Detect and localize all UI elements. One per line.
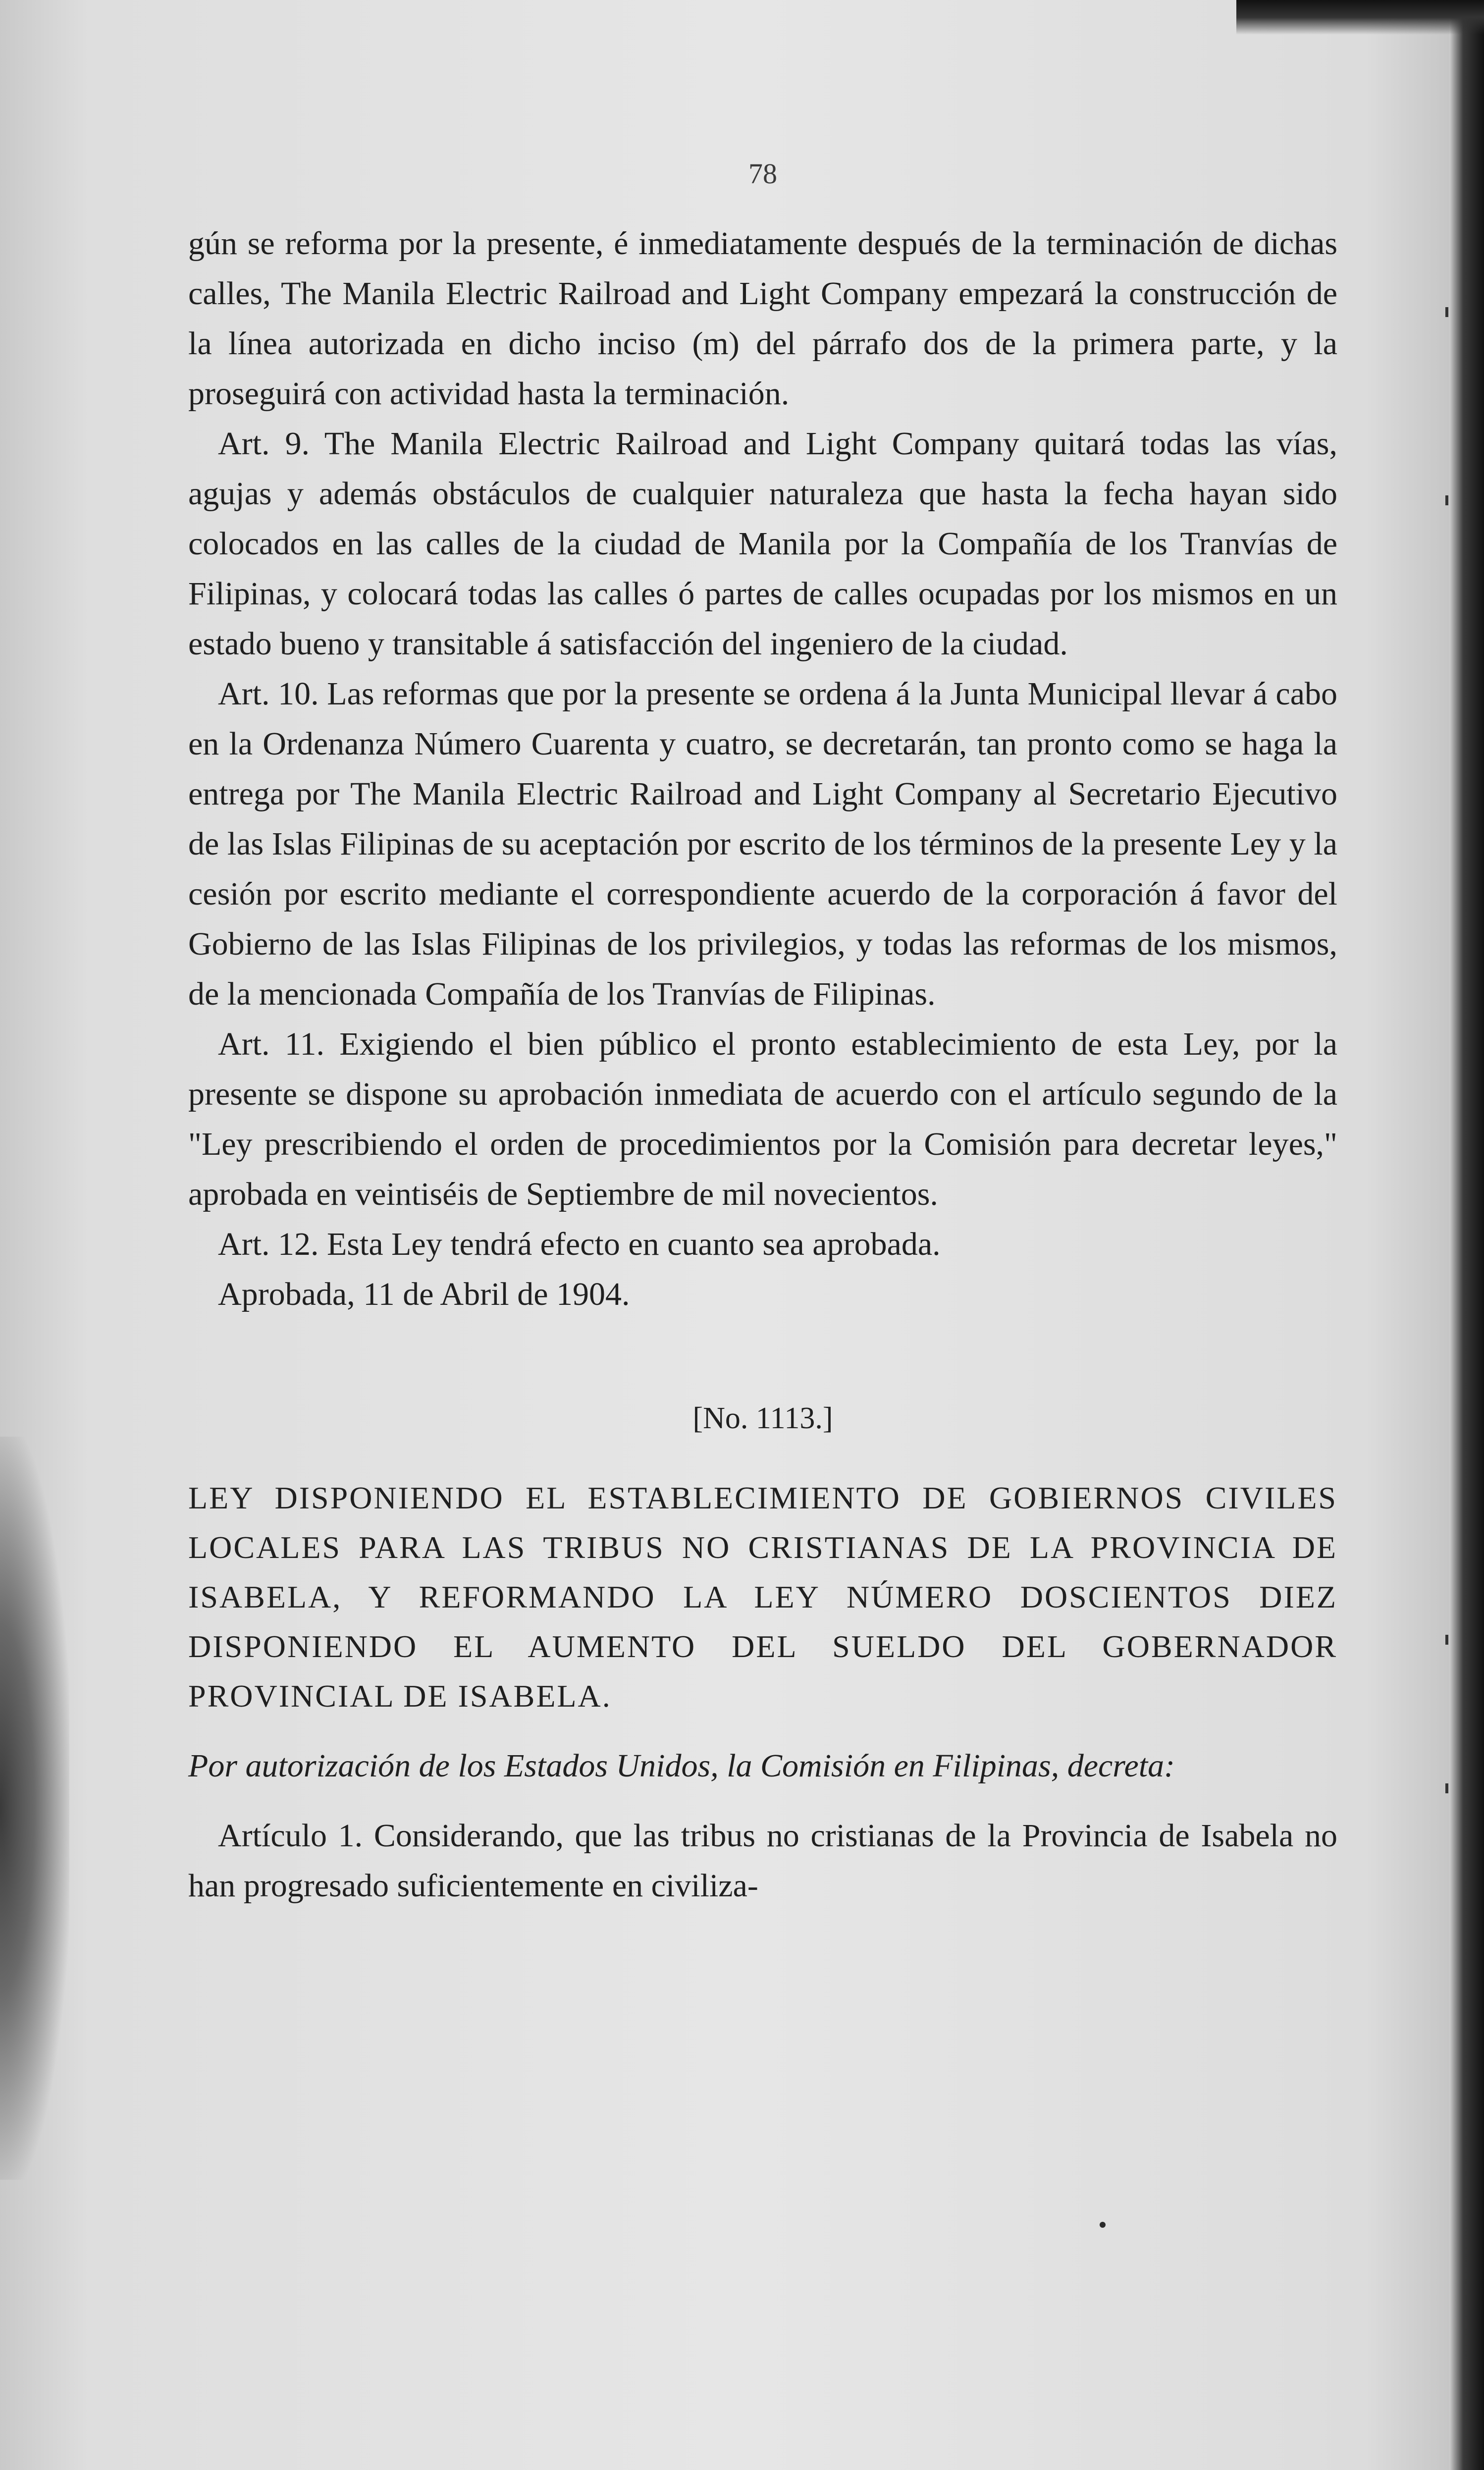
law-title: LEY DISPONIENDO EL ESTABLECIMIENTO DE GOBIERNOS CIVILES LOCALES PARA LAS TRIBUS NO CRISTIANAS DE LA PROVINCIA DE ISABELA, Y REFORMANDO LA LEY NÚMERO DOSCIENTOS DIEZ DISPONIENDO EL AUMENTO DEL SUELDO DEL GOBERNADOR PROVINCIAL DE ISABELA. (188, 1480, 1337, 1714)
ink-dot (1100, 2222, 1106, 2228)
article-12: Art. 12. Esta Ley tendrá efecto en cuanto sea aprobada. (218, 1226, 941, 1262)
edge-mark (1445, 495, 1448, 505)
paragraph-continuation: gún se reforma por la presente, é inmediatamente después de la terminación de dichas calles, The Manila Electric Railroad and Light Company empezará la construcción de la línea autorizada en dicho inciso (m) del párrafo dos de la primera parte, y la proseguirá con actividad hasta la terminación. (188, 225, 1337, 412)
article-11: Art. 11. Exigiendo el bien público el pronto establecimiento de esta Ley, por la presente se dispone su aprobación inmediata de acuerdo con el artículo segundo de la "Ley prescribiendo el orden de procedimientos por la Comisión para decretar leyes," aprobada en veintiséis de Septiembre de mil novecientos. (188, 1026, 1337, 1212)
edge-mark (1445, 1783, 1448, 1793)
article-10: Art. 10. Las reformas que por la presente se ordena á la Junta Municipal llevar á cabo en la Ordenanza Número Cuarenta y cuatro, se decretarán, tan pronto como se haga la entrega por The Manila Electric Railroad and Light Company al Secretario Ejecutivo de las Islas Filipinas de su aceptación por escrito de los términos de la presente Ley y la cesión por escrito mediante el correspondiente acuerdo de la corporación á favor del Gobierno de las Islas Filipinas de los privilegios, y todas las reformas de los mismos, de la mencionada Compañía de los Tranvías de Filipinas. (188, 676, 1337, 1012)
binding-shadow (0, 1437, 69, 2180)
edge-mark (1445, 1635, 1448, 1645)
law-number: [No. 1113.] (692, 1401, 833, 1435)
decree-formula: Por autorización de los Estados Unidos, la Comisión en Filipinas, decreta: (188, 1748, 1175, 1784)
page-text (188, 149, 1337, 1911)
edge-mark (1445, 307, 1448, 317)
page-edge (1449, 0, 1484, 2470)
article-9: Art. 9. The Manila Electric Railroad and Light Company quitará todas las vías, agujas y además obstáculos de cualquier naturaleza que hasta la fecha hayan sido colocados en las calles de la ciudad de Manila por la Compañía de los Tranvías de Filipinas, y colocará todas las calles ó partes de calles ocupadas por los mismos en un estado bueno y transitable á satisfacción del ingeniero de la ciudad. (188, 426, 1337, 662)
article-1: Artículo 1. Considerando, que las tribus no cristianas de la Provincia de Isabela no han progresado suficientemente en civiliza- (188, 1818, 1337, 1904)
page-corner (1236, 0, 1484, 35)
approval-date: Aprobada, 11 de Abril de 1904. (218, 1276, 630, 1312)
page-number: 78 (748, 158, 777, 190)
